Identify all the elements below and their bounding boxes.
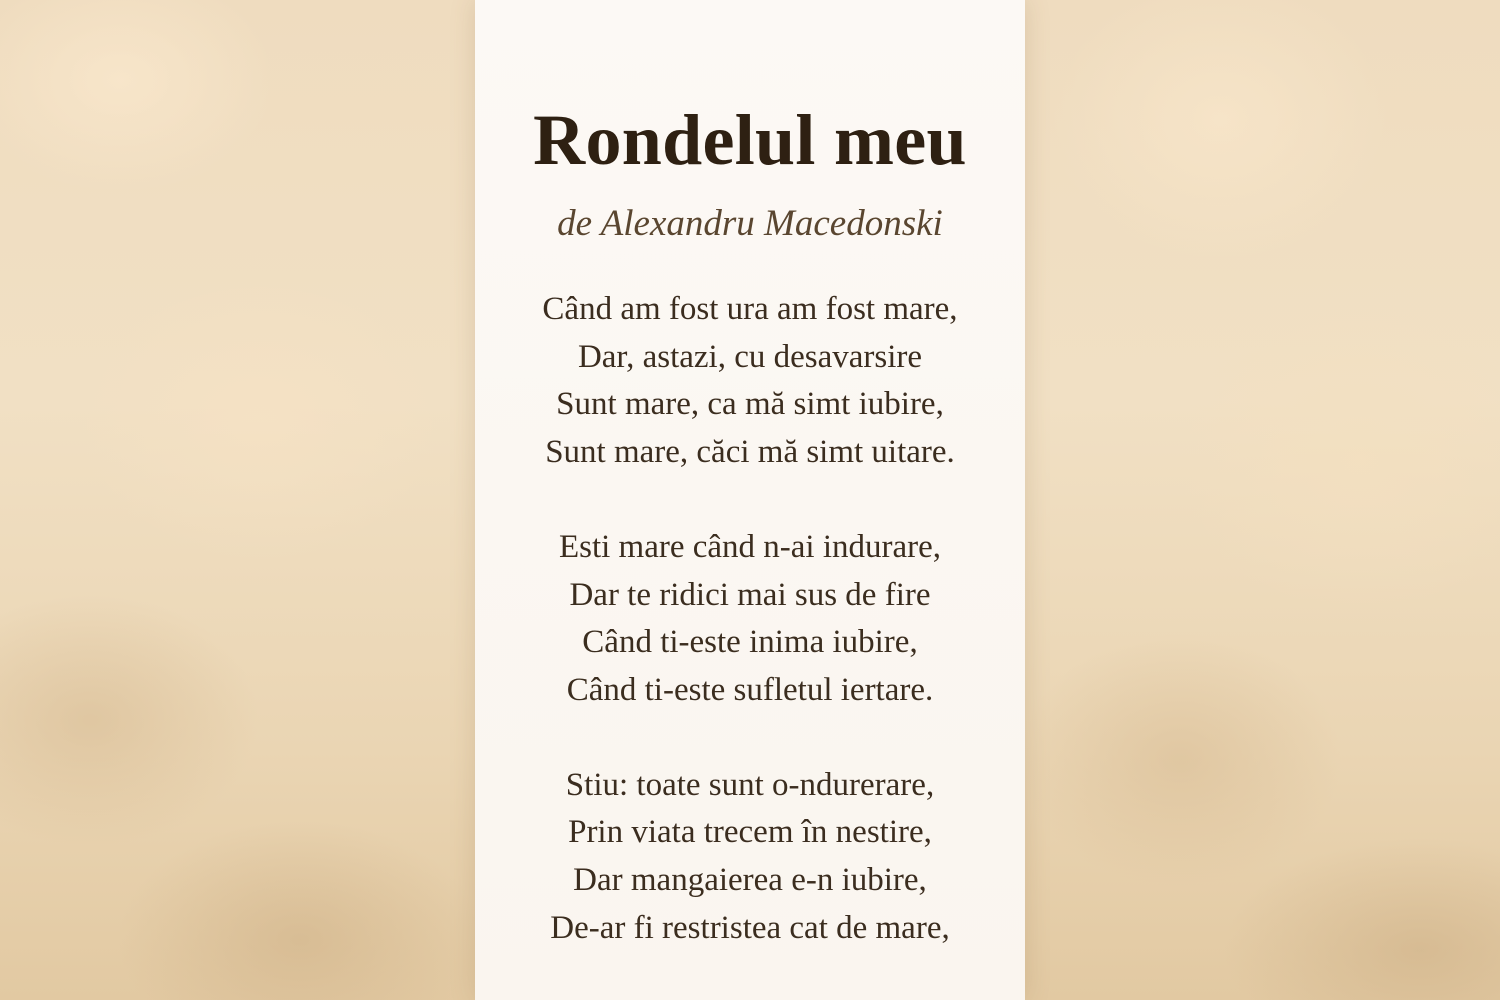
stanza-1 <box>475 286 1025 477</box>
verse-line: Dar, astazi, cu desavarsire <box>577 338 923 375</box>
verse-line: De-ar fi restristea cat de mare, <box>550 909 950 946</box>
verse-line: Stiu: toate sunt o-ndurerare, <box>565 766 935 803</box>
stanza-2 <box>475 524 1025 715</box>
verse-line: Sunt mare, ca mă simt iubire, <box>556 386 944 423</box>
poem-author: de Alexandru Macedonski <box>557 203 943 244</box>
verse-line: Dar mangaierea e-n iubire, <box>573 862 927 899</box>
verse-line: Când ti-este sufletul iertare. <box>566 671 934 708</box>
stanza-3 <box>475 762 1025 953</box>
poem-panel <box>475 0 1025 1000</box>
poem-title: Rondelul meu <box>533 100 967 180</box>
verse-line: Când am fost ura am fost mare, <box>542 291 958 327</box>
verse-line: Esti mare când n-ai indurare, <box>558 528 942 565</box>
verse-line: Sunt mare, căci mă simt uitare. <box>545 434 955 471</box>
verse-line: Prin viata trecem în nestire, <box>568 814 932 851</box>
verse-line: Când ti-este inima iubire, <box>582 624 918 661</box>
verse-line: Dar te ridici mai sus de fire <box>569 576 931 613</box>
poem-body <box>475 286 1025 952</box>
